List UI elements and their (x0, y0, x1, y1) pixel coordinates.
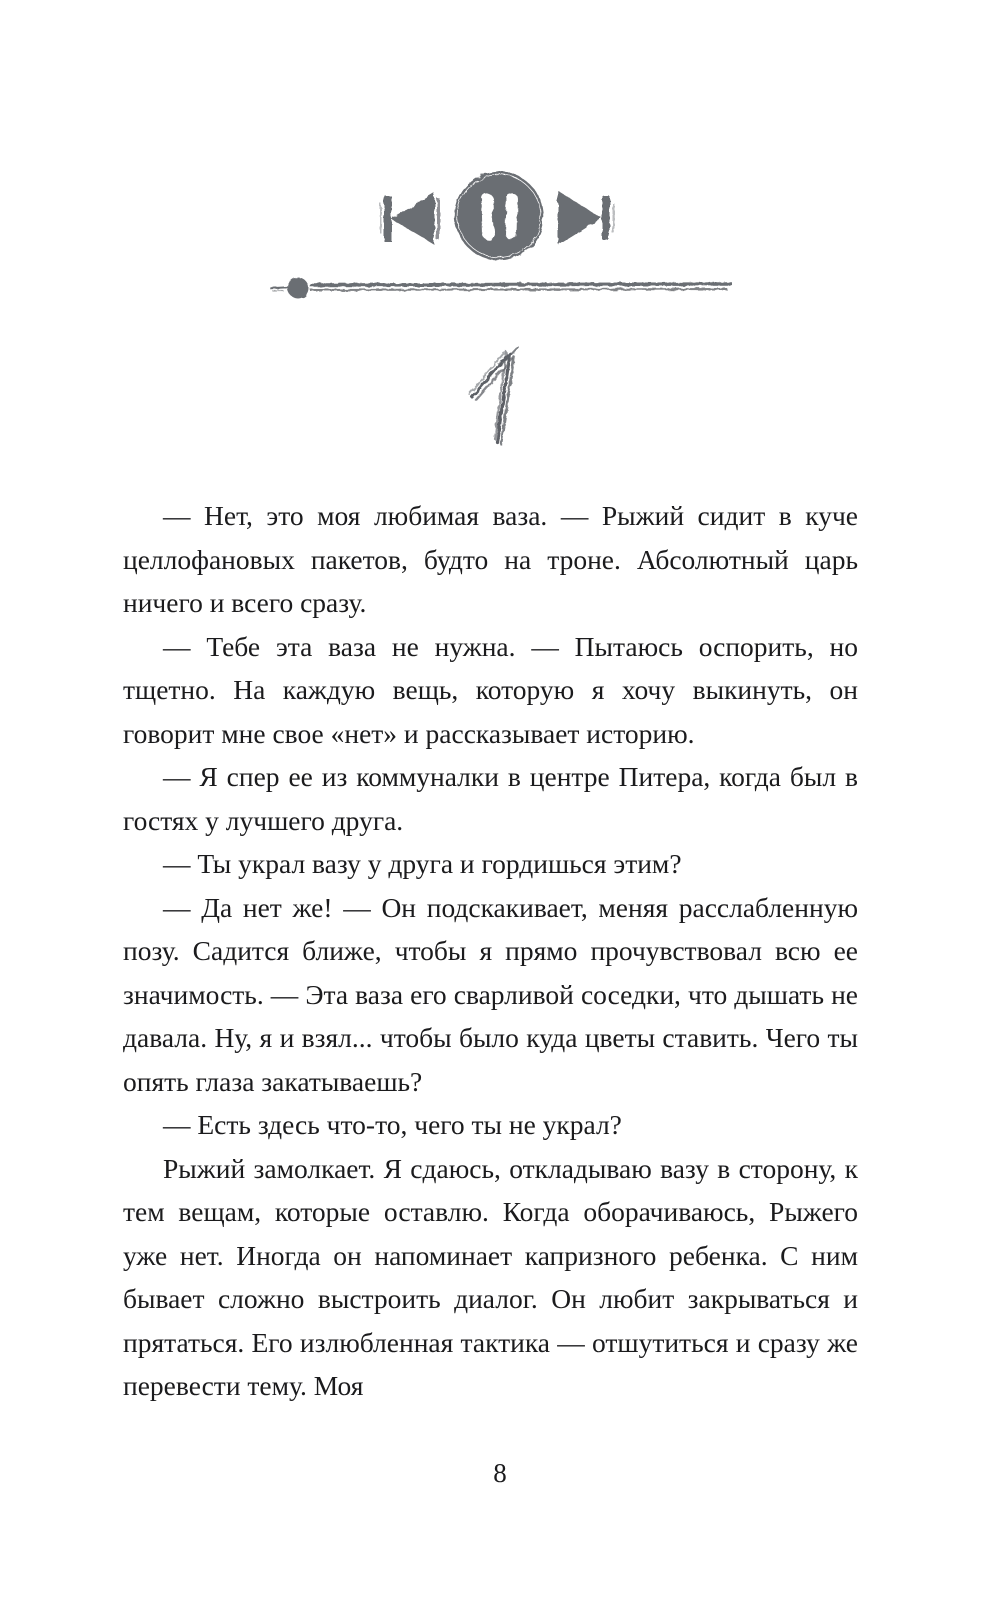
paragraph: — Да нет же! — Он подскакивает, меняя расслабленную позу. Садится ближе, чтобы я прямо прочувствовал всю ее значимость. — Эта ваза его сварливой соседки, что дышать не давала. Ну, я и взял... чтобы было куда цветы ставить. Чего ты опять глаза закатываешь? (123, 891, 858, 1097)
paragraph: — Я спер ее из коммуналки в центре Питера, когда был в гостях у лучшего друга. (123, 761, 858, 836)
next-track-icon (553, 186, 615, 250)
media-controls-ornament (0, 0, 1000, 270)
progress-line (266, 275, 738, 303)
page-number: 8 (493, 1458, 507, 1488)
paragraph: — Есть здесь что-то, чего ты не украл? (163, 1109, 622, 1140)
paragraph: — Тебе эта ваза не нужна. — Пытаюсь оспорить, но тщетно. На каждую вещь, которую я хочу выкинуть, он говорит мне свое «нет» и рассказывает историю. (123, 630, 858, 749)
pause-icon (453, 171, 545, 261)
previous-track-icon (378, 188, 444, 250)
body-text (123, 494, 858, 1408)
paragraph: Рыжий замолкает. Я сдаюсь, откладываю вазу в сторону, к тем вещам, которые оставлю. Когда оборачиваюсь, Рыжего уже нет. Иногда он напоминает капризного ребенка. С ним бывает сложно выстроить диалог. Он любит закрываться и прятаться. Его излюбленная тактика — отшутиться и сразу же перевести тему. Моя (123, 1152, 858, 1401)
paragraph: — Ты украл вазу у друга и гордишься этим? (163, 848, 682, 879)
paragraph: — Нет, это моя любимая ваза. — Рыжий сидит в куче целлофановых пакетов, будто на троне. Абсолютный царь ничего и всего сразу. (123, 500, 858, 618)
chapter-number-figure (452, 342, 536, 450)
